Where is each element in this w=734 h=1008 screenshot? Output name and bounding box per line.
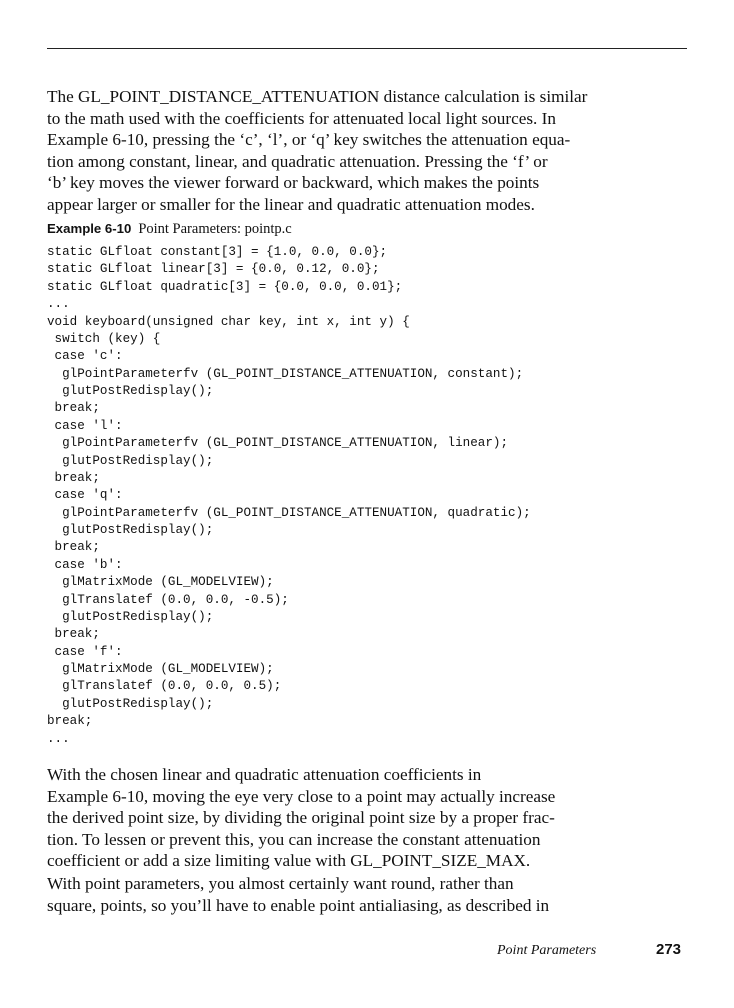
code-line: glPointParameterfv (GL_POINT_DISTANCE_ATTENUATION, quadratic);	[47, 505, 531, 520]
code-line: static GLfloat quadratic[3] = {0.0, 0.0, 0.01};	[47, 279, 403, 294]
code-line: static GLfloat linear[3] = {0.0, 0.12, 0.0};	[47, 262, 380, 277]
code-line: glMatrixMode (GL_MODELVIEW);	[47, 575, 274, 590]
code-line: case 'c':	[47, 349, 123, 364]
code-line: void keyboard(unsigned char key, int x, int y) {	[47, 314, 410, 329]
code-line: case 'f':	[47, 644, 123, 659]
code-line: glutPostRedisplay();	[47, 453, 214, 468]
code-line: glTranslatef (0.0, 0.0, 0.5);	[47, 679, 282, 694]
code-line: glutPostRedisplay();	[47, 384, 214, 398]
code-line: static GLfloat constant[3] = {1.0, 0.0, 0.0};	[47, 245, 388, 259]
code-line: break;	[47, 714, 93, 729]
antialiasing-paragraph	[47, 873, 687, 916]
code-line: glutPostRedisplay();	[47, 696, 214, 711]
code-line: glPointParameterfv (GL_POINT_DISTANCE_ATTENUATION, constant);	[47, 366, 524, 381]
paragraph-line: The GL_POINT_DISTANCE_ATTENUATION distance calculation is similar	[47, 87, 588, 106]
example-label: Example 6-10	[47, 221, 132, 236]
paragraph-line: to the math used with the coefficients for attenuated local light sources. In	[47, 108, 556, 128]
code-line: break;	[47, 470, 100, 485]
code-line: case 'q':	[47, 488, 123, 503]
code-line: case 'b':	[47, 557, 123, 572]
code-listing	[47, 244, 687, 748]
paragraph-line: square, points, so you’ll have to enable point antialiasing, as described in	[47, 895, 550, 915]
example-name: Point Parameters: pointp.c	[138, 221, 292, 237]
code-line: break;	[47, 540, 100, 555]
attenuation-paragraph	[47, 764, 687, 872]
code-line: break;	[47, 401, 100, 416]
intro-paragraph	[47, 86, 687, 216]
code-line: glMatrixMode (GL_MODELVIEW);	[47, 662, 274, 676]
code-line: glTranslatef (0.0, 0.0, -0.5);	[47, 592, 289, 607]
code-line: glPointParameterfv (GL_POINT_DISTANCE_ATTENUATION, linear);	[47, 436, 509, 451]
page-number: 273	[656, 941, 682, 958]
paragraph-line: With point parameters, you almost certainly want round, rather than	[47, 874, 514, 893]
footer-section-title: Point Parameters	[497, 943, 597, 958]
paragraph-line: appear larger or smaller for the linear and quadratic attenuation modes.	[47, 194, 535, 214]
code-line: glutPostRedisplay();	[47, 609, 214, 624]
code-line: break;	[47, 627, 100, 642]
paragraph-line: With the chosen linear and quadratic attenuation coefficients in	[47, 765, 482, 784]
code-line: ...	[47, 731, 70, 746]
paragraph-line: tion. To lessen or prevent this, you can increase the constant attenuation	[47, 829, 541, 849]
paragraph-line: the derived point size, by dividing the original point size by a proper frac-	[47, 808, 555, 828]
code-line: case 'l':	[47, 418, 123, 433]
paragraph-line: Example 6-10, moving the eye very close to a point may actually increase	[47, 786, 556, 806]
paragraph-line: ‘b’ key moves the viewer forward or backward, which makes the points	[47, 173, 540, 193]
example-caption	[47, 220, 687, 239]
code-line: switch (key) {	[47, 331, 161, 346]
paragraph-line: Example 6-10, pressing the ‘c’, ‘l’, or ‘q’ key switches the attenuation equa-	[47, 130, 571, 150]
paragraph-line: tion among constant, linear, and quadratic attenuation. Pressing the ‘f’ or	[47, 151, 548, 171]
code-line: ...	[47, 297, 70, 312]
paragraph-line: coefficient or add a size limiting value with GL_POINT_SIZE_MAX.	[47, 851, 531, 871]
header-rule	[47, 48, 687, 49]
code-line: glutPostRedisplay();	[47, 523, 214, 537]
